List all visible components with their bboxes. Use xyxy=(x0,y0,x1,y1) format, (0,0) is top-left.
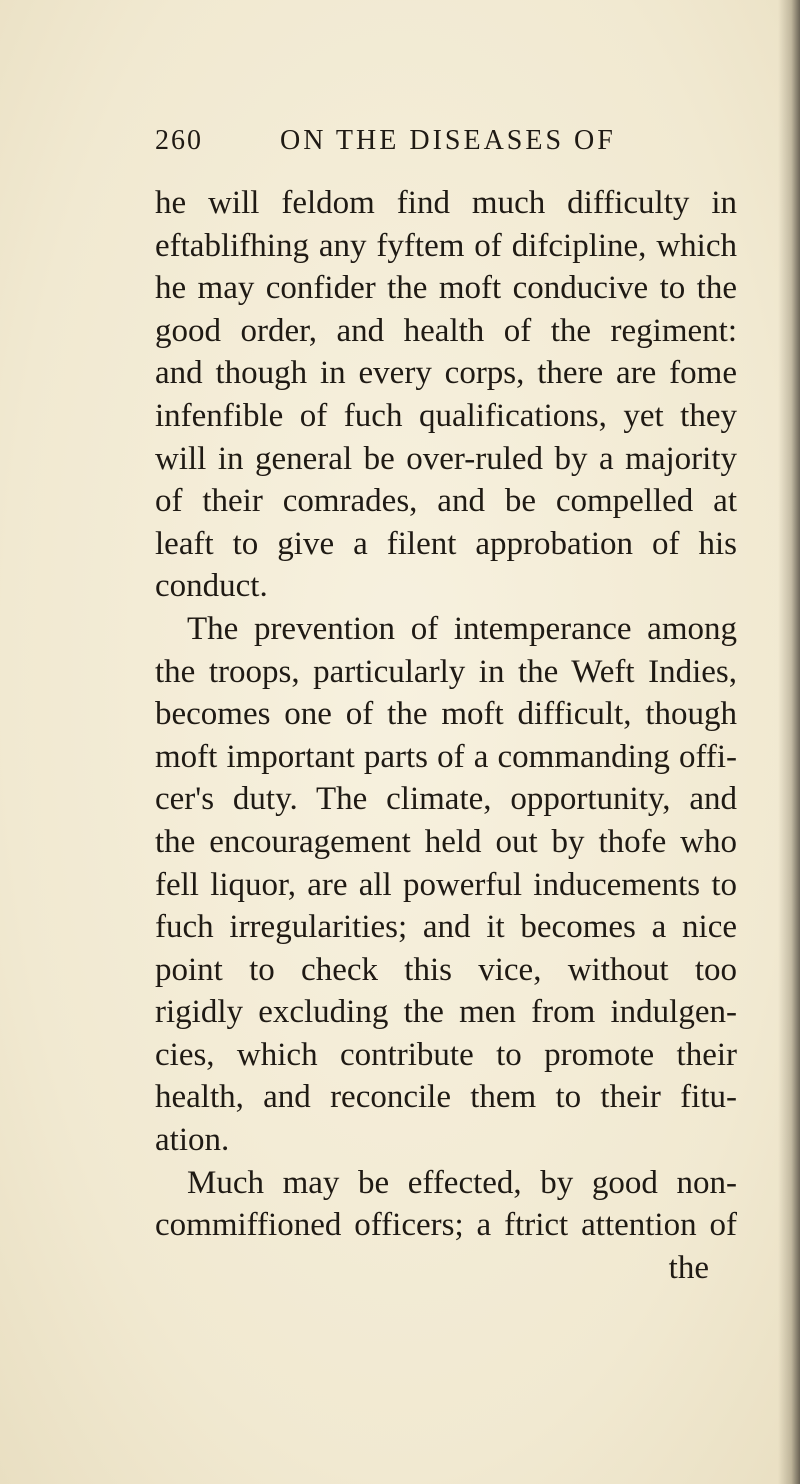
text-line: becomes one of the moft difficult, though xyxy=(155,696,737,733)
text-line: The prevention of intemperance among xyxy=(187,610,737,647)
text-line: ation. xyxy=(155,1122,230,1159)
page-number: 260 xyxy=(155,125,203,156)
text-line: of their comrades, and be compelled at xyxy=(155,483,737,520)
text-line: cer's duty. The climate, opportunity, and xyxy=(155,781,737,818)
running-title: ON THE DISEASES OF xyxy=(280,125,616,156)
text-line: cies, which contribute to promote their xyxy=(155,1036,737,1073)
text-line: point to check this vice, without too xyxy=(155,951,737,988)
text-line: leaft to give a filent approbation of his xyxy=(155,525,737,562)
text-line: he may confider the moft conducive to the xyxy=(155,270,737,307)
page-edge-shadow xyxy=(778,0,800,1484)
text-line: eftablifhing any fyftem of difcipline, which xyxy=(155,227,737,264)
text-line: will in general be over-ruled by a majority xyxy=(155,440,737,477)
text-line: and though in every corps, there are fome xyxy=(155,355,737,392)
text-line: conduct. xyxy=(155,568,268,605)
text-line: rigidly excluding the men from indulgen- xyxy=(155,994,737,1031)
text-line: Much may be effected, by good non- xyxy=(187,1164,737,1201)
catchword: the xyxy=(668,1249,709,1286)
text-line: good order, and health of the regiment: xyxy=(155,312,737,349)
text-line: moft important parts of a commanding offi- xyxy=(155,738,737,775)
text-line: the troops, particularly in the Weft Indies, xyxy=(155,653,737,690)
text-line: fell liquor, are all powerful inducements to xyxy=(155,866,737,903)
text-line: health, and reconcile them to their fitu- xyxy=(155,1079,737,1116)
text-line: commiffioned officers; a ftrict attention of xyxy=(155,1207,737,1244)
text-line: fuch irregularities; and it becomes a nice xyxy=(155,909,737,946)
text-line: he will feldom find much difficulty in xyxy=(155,185,737,221)
text-line: infenfible of fuch qualifications, yet they xyxy=(155,397,737,434)
text-line: the encouragement held out by thofe who xyxy=(155,823,737,860)
body-text xyxy=(155,182,737,1289)
